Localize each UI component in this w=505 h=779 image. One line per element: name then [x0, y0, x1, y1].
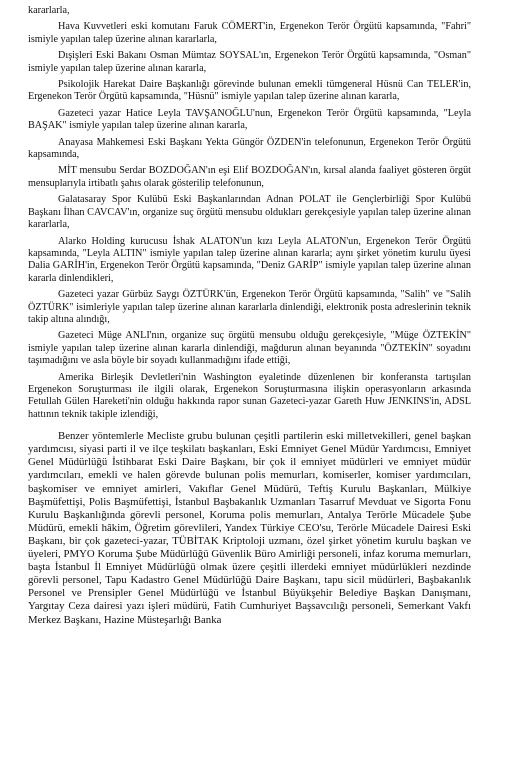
paragraph-osman-soysal: Dışişleri Eski Bakanı Osman Mümtaz SOYSAL'ın, Ergenekon Terör Örgütü kapsamında, "Osman" ismiyle yapılan talep üzerine alınan kararla, — [28, 50, 471, 74]
paragraph-alaton-garih: Alarko Holding kurucusu İshak ALATON'un kızı Leyla ALATON'un, Ergenekon Terör Örgütü kapsamında, "Leyla ALTIN" ismiyle yapılan talep üzerine alınan kararla; aynı şirket yönetim kurulu üyesi Dalia GARİH'in, Ergenekon Terör Örgütü kapsamında, "Deniz GARİP" ismiyle yapılan talep üzerine alınan kararla dinlendikleri, — [28, 235, 471, 284]
paragraph-continuation: kararlarla, — [28, 5, 70, 16]
paragraph-yekta-gungor-ozden: Anayasa Mahkemesi Eski Başkanı Yekta Güngör ÖZDEN'in telefonunun, Ergenekon Terör Örgütü kapsamında, — [28, 136, 471, 161]
paragraph-polat-cavcav: Galatasaray Spor Kulübü Eski Başkanlarından Adnan POLAT ile Gençlerbirliği Spor Kulübü Başkanı İlhan CAVCAV'ın, organize suç örgütü mensubu oldukları gerekçesiyle yapılan talep üzerine alınan kararlarla, — [28, 194, 471, 231]
paragraph-leyla-tavsanoglu: Gazeteci yazar Hatice Leyla TAVŞANOĞLU'nun, Ergenekon Terör Örgütü kapsamında, "Leyla BAŞAK" ismiyle yapılan talep üzerine alınan kararla, — [28, 107, 471, 132]
paragraph-benzer-yontemler: Benzer yöntemlerle Mecliste grubu bulunan çeşitli partilerin eski milletvekilleri, genel başkan yardımcısı, siyasi parti il ve ilçe teşkilatı başkanları, Eski Emniyet Genel Müdür Yardımcısı, Emniyet Genel Müdürlüğü İstihbarat Eski Daire Başkanı, bir çok il emniyet müdürleri ve emniyet müdür yardımcıları, emekli ve halen görevde bulunan polis memurları, komiserler, komiser yardımcıları, başkomiser ve emniyet amirleri, Vakıflar Genel Müdürü, Teftiş Kurulu Başkanları, Mülkiye Başmüfettişi, Polis Başmüfettişi, İstanbul Başbakanlık Uzmanları Tasarruf Mevduat ve Sigorta Fonu Kurulu Başkanlığında görevli personel, Koruma polis memurları, Antalya Terörle Mücadele Şube Müdürü, emekli hâkim, Öğretim görevlileri, Yandex Türkiye CEO'su, Terörle Mücadele Dairesi Eski Başkanı, bir çok gazeteci-yazar, TÜBİTAK Kriptoloji uzmanı, özel şirket yönetim kurulu başkan ve üyeleri, PMYO Koruma Şube Müdürlüğü Güvenlik Büro Amirliği personeli, infaz koruma memurları, başta İstanbul İl Emniyet Müdürlüğü olmak üzere çeşitli illerdeki emniyet müdürlükleri nezdinde görevli personel, Tapu Kadastro Genel Müdürlüğü Daire Başkanı, tapu sicil müdürleri, Başbakanlık Personel ve Prensipler Genel Müdürlüğü ve İstanbul Büyükşehir Belediye Başkan Danışmanı, Yargıtay Ceza dairesi yazı işleri müdürü, Fatih Cumhuriyet Başsavcılığı personeli, Semerkant Vakfı Merkez Başkanı, Hazine Müsteşarlığı Banka — [28, 430, 471, 626]
paragraph-elif-bozdogan: MİT mensubu Serdar BOZDOĞAN'ın eşi Elif BOZDOĞAN'ın, kırsal alanda faaliyet gösteren örgüt mensuplarıyla irtibatlı şahıs olarak gösterilip telefonunun, — [28, 165, 471, 189]
paragraph-muge-anli: Gazeteci Müge ANLI'nın, organize suç örgütü mensubu olduğu gerekçesiyle, "Müge ÖZTEKİN" ismiyle yapılan talep üzerine alınan kararla dinlendiği, mağdurun alınan beyanında "ÖZTEKİN" soyadını taşımadığını ve asla böyle bir soyadı kullanmadığını ifade ettiği, — [28, 330, 471, 367]
paragraph-gurbuz-sayg-ozturk: Gazeteci yazar Gürbüz Saygı ÖZTÜRK'ün, Ergenekon Terör Örgütü kapsamında, "Salih" ve "Salih ÖZTÜRK" isimleriyle yapılan talep üzerine alınan kararlarla dinlendiği, elektronik posta adreslerinin teknik takip altına alındığı, — [28, 289, 471, 325]
paragraph-husnu-can-teler: Psikolojik Harekat Daire Başkanlığı görevinde bulunan emekli tümgeneral Hüsnü Can TELER'in, Ergenekon Terör Örgütü kapsamında, "Hüsnü" ismiyle yapılan talep üzerine alınan kararla, — [28, 79, 471, 103]
paragraph-faruk-comert: Hava Kuvvetleri eski komutanı Faruk CÖMERT'in, Ergenekon Terör Örgütü kapsamında, "Fahri" ismiyle yapılan talep üzerine alınan kararlarla, — [28, 21, 471, 45]
paragraph-gareth-jenkins: Amerika Birleşik Devletleri'nin Washington eyaletinde düzenlenen bir konferansta tartışılan Ergenekon Soruşturması ile ilgili olarak, Ergenekon Soruşturmasına ilişkin operasyonların arkasında Fetullah Gülen Hareketi'nin olduğu hakkında rapor sunan Gazeteci-yazar Gareth Huw JENKINS'in, ADSL hattının teknik takiple izlendiği, — [28, 371, 471, 420]
